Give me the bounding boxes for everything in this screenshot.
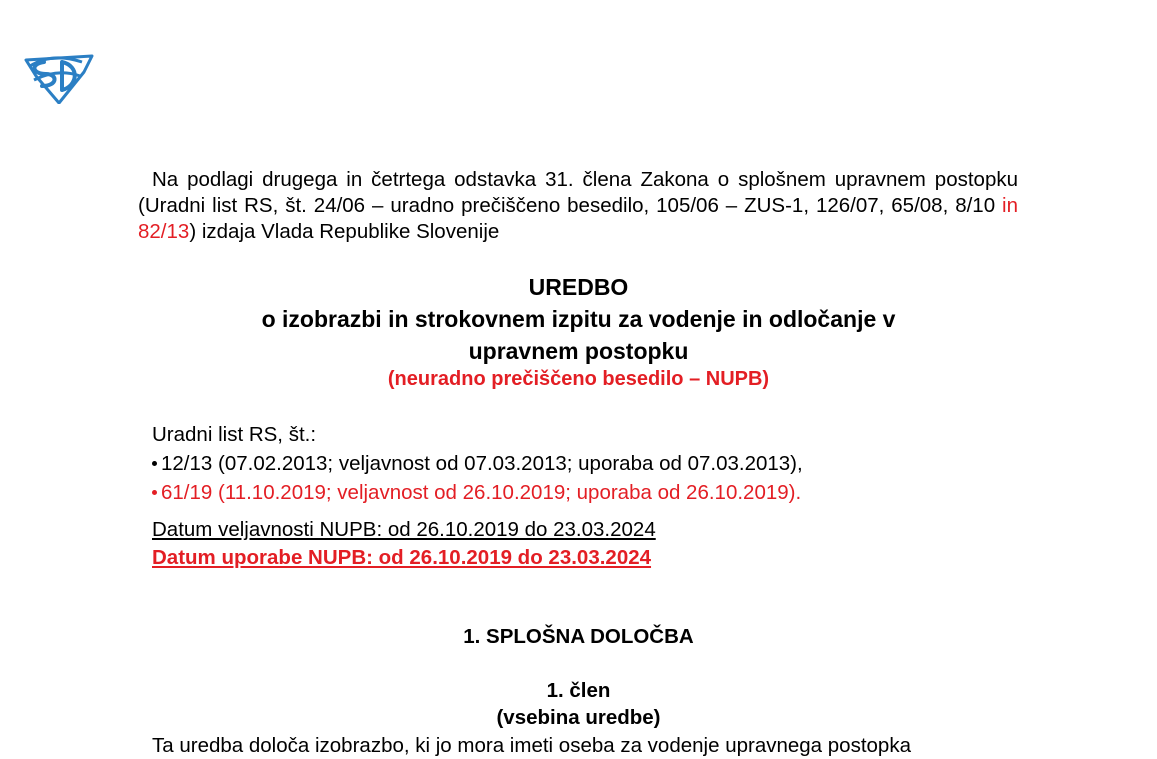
gazette-block: [152, 420, 803, 507]
bullet-icon: [152, 461, 157, 466]
bullet-icon: [152, 490, 157, 495]
article-number: 1. člen: [546, 679, 611, 702]
article-title: (vsebina uredbe): [496, 706, 661, 729]
title-line2: o izobrazbi in strokovnem izpitu za vodenje in odločanje v: [261, 306, 896, 332]
intro-text: Na podlagi drugega in četrtega odstavka 31. člena Zakona o splošnem upravnem postopku (Uradni list RS, št. 24/06 – uradno prečiščeno besedilo, 105/06 – ZUS-1, 126/07, 65/08, 8/10: [138, 168, 1018, 217]
gazette-item: 61/19 (11.10.2019; veljavnost od 26.10.2019; uporaba od 26.10.2019).: [152, 478, 803, 507]
application-date: Datum uporabe NUPB: od 26.10.2019 do 23.03.2024: [152, 546, 652, 569]
intro-paragraph: [138, 167, 1018, 245]
article-body: Ta uredba določa izobrazbo, ki jo mora imeti oseba za vodenje upravnega postopka: [152, 734, 911, 757]
intro-text-end: ) izdaja Vlada Republike Slovenije: [189, 220, 500, 243]
nupb-note: (neuradno prečiščeno besedilo – NUPB): [387, 368, 770, 390]
validity-date: Datum veljavnosti NUPB: od 26.10.2019 do 23.03.2024: [152, 518, 656, 541]
title-main: UREDBO: [528, 274, 629, 300]
gazette-label: Uradni list RS, št.:: [152, 423, 317, 446]
intro-red-text: in 82/13: [138, 194, 1018, 243]
logo-icon: [22, 50, 96, 104]
section-heading: 1. SPLOŠNA DOLOČBA: [463, 625, 694, 648]
gazette-item: 12/13 (07.02.2013; veljavnost od 07.03.2013; uporaba od 07.03.2013),: [152, 449, 803, 478]
title-line3: upravnem postopku: [468, 338, 689, 364]
